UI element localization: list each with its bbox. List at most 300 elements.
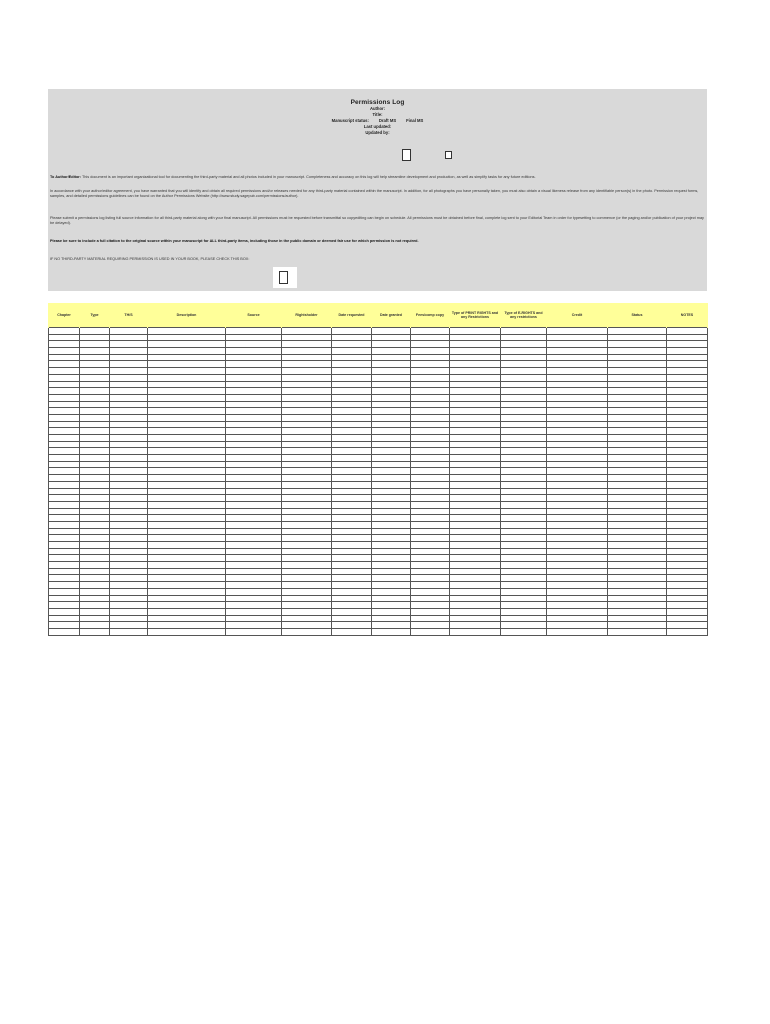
table-cell[interactable] (372, 414, 411, 421)
table-cell[interactable] (372, 608, 411, 615)
table-cell[interactable] (226, 555, 282, 562)
table-cell[interactable] (332, 328, 372, 335)
table-cell[interactable] (110, 568, 148, 575)
table-cell[interactable] (80, 401, 110, 408)
table-cell[interactable] (110, 421, 148, 428)
table-cell[interactable] (450, 374, 501, 381)
table-cell[interactable] (608, 555, 667, 562)
table-cell[interactable] (110, 388, 148, 395)
table-cell[interactable] (49, 495, 80, 502)
table-cell[interactable] (450, 388, 501, 395)
table-cell[interactable] (450, 435, 501, 442)
table-cell[interactable] (80, 521, 110, 528)
table-cell[interactable] (372, 548, 411, 555)
table-cell[interactable] (501, 521, 547, 528)
table-cell[interactable] (501, 428, 547, 435)
table-cell[interactable] (667, 568, 708, 575)
table-cell[interactable] (110, 468, 148, 475)
table-cell[interactable] (608, 441, 667, 448)
table-cell[interactable] (547, 582, 608, 589)
table-cell[interactable] (49, 421, 80, 428)
table-cell[interactable] (608, 414, 667, 421)
table-cell[interactable] (80, 341, 110, 348)
table-cell[interactable] (372, 475, 411, 482)
table-cell[interactable] (547, 435, 608, 442)
table-cell[interactable] (667, 368, 708, 375)
table-cell[interactable] (372, 515, 411, 522)
table-cell[interactable] (49, 488, 80, 495)
table-cell[interactable] (608, 428, 667, 435)
table-cell[interactable] (332, 468, 372, 475)
table-cell[interactable] (49, 608, 80, 615)
table-cell[interactable] (450, 448, 501, 455)
table-cell[interactable] (80, 428, 110, 435)
table-cell[interactable] (608, 615, 667, 622)
table-cell[interactable] (450, 381, 501, 388)
table-cell[interactable] (332, 568, 372, 575)
table-cell[interactable] (282, 388, 332, 395)
table-cell[interactable] (282, 455, 332, 462)
table-cell[interactable] (148, 441, 226, 448)
table-cell[interactable] (501, 461, 547, 468)
table-cell[interactable] (372, 388, 411, 395)
table-cell[interactable] (411, 568, 450, 575)
table-cell[interactable] (450, 361, 501, 368)
table-cell[interactable] (547, 595, 608, 602)
table-cell[interactable] (226, 595, 282, 602)
table-cell[interactable] (332, 615, 372, 622)
table-cell[interactable] (282, 394, 332, 401)
table-cell[interactable] (110, 588, 148, 595)
table-cell[interactable] (667, 381, 708, 388)
table-cell[interactable] (80, 421, 110, 428)
table-cell[interactable] (332, 374, 372, 381)
table-cell[interactable] (547, 508, 608, 515)
table-cell[interactable] (282, 361, 332, 368)
table-cell[interactable] (148, 495, 226, 502)
table-cell[interactable] (110, 448, 148, 455)
table-cell[interactable] (450, 461, 501, 468)
table-cell[interactable] (110, 628, 148, 635)
table-cell[interactable] (667, 461, 708, 468)
table-cell[interactable] (501, 535, 547, 542)
table-cell[interactable] (148, 542, 226, 549)
table-cell[interactable] (226, 495, 282, 502)
table-cell[interactable] (667, 595, 708, 602)
table-cell[interactable] (148, 334, 226, 341)
table-cell[interactable] (226, 515, 282, 522)
table-cell[interactable] (411, 475, 450, 482)
table-cell[interactable] (49, 468, 80, 475)
table-cell[interactable] (49, 628, 80, 635)
table-cell[interactable] (282, 542, 332, 549)
table-cell[interactable] (148, 481, 226, 488)
table-cell[interactable] (80, 501, 110, 508)
table-cell[interactable] (608, 328, 667, 335)
table-cell[interactable] (226, 501, 282, 508)
table-cell[interactable] (372, 508, 411, 515)
table-cell[interactable] (667, 602, 708, 609)
table-cell[interactable] (226, 548, 282, 555)
table-cell[interactable] (372, 535, 411, 542)
table-cell[interactable] (450, 542, 501, 549)
table-cell[interactable] (608, 435, 667, 442)
table-cell[interactable] (148, 354, 226, 361)
table-cell[interactable] (80, 575, 110, 582)
table-cell[interactable] (282, 421, 332, 428)
table-cell[interactable] (80, 468, 110, 475)
table-cell[interactable] (667, 401, 708, 408)
table-cell[interactable] (49, 475, 80, 482)
table-cell[interactable] (547, 628, 608, 635)
table-cell[interactable] (372, 501, 411, 508)
table-cell[interactable] (282, 341, 332, 348)
table-cell[interactable] (226, 328, 282, 335)
table-cell[interactable] (608, 582, 667, 589)
final-ms-checkbox[interactable] (445, 151, 452, 159)
table-cell[interactable] (332, 501, 372, 508)
table-cell[interactable] (282, 441, 332, 448)
table-cell[interactable] (450, 528, 501, 535)
table-cell[interactable] (80, 615, 110, 622)
table-cell[interactable] (226, 361, 282, 368)
table-cell[interactable] (667, 394, 708, 401)
table-cell[interactable] (372, 481, 411, 488)
table-cell[interactable] (332, 548, 372, 555)
table-cell[interactable] (667, 495, 708, 502)
table-cell[interactable] (226, 468, 282, 475)
table-cell[interactable] (547, 368, 608, 375)
table-cell[interactable] (608, 354, 667, 361)
table-cell[interactable] (110, 455, 148, 462)
table-cell[interactable] (110, 361, 148, 368)
table-cell[interactable] (501, 548, 547, 555)
table-cell[interactable] (148, 508, 226, 515)
table-cell[interactable] (608, 368, 667, 375)
table-cell[interactable] (110, 622, 148, 629)
table-cell[interactable] (148, 535, 226, 542)
table-cell[interactable] (148, 401, 226, 408)
table-cell[interactable] (49, 575, 80, 582)
table-cell[interactable] (148, 548, 226, 555)
table-cell[interactable] (450, 508, 501, 515)
table-cell[interactable] (148, 394, 226, 401)
table-cell[interactable] (608, 448, 667, 455)
table-cell[interactable] (411, 521, 450, 528)
table-cell[interactable] (372, 401, 411, 408)
table-cell[interactable] (372, 495, 411, 502)
table-cell[interactable] (226, 488, 282, 495)
table-cell[interactable] (450, 368, 501, 375)
table-cell[interactable] (372, 468, 411, 475)
table-cell[interactable] (80, 361, 110, 368)
table-cell[interactable] (282, 428, 332, 435)
table-cell[interactable] (110, 435, 148, 442)
table-cell[interactable] (80, 408, 110, 415)
table-cell[interactable] (148, 595, 226, 602)
table-cell[interactable] (49, 555, 80, 562)
table-cell[interactable] (450, 568, 501, 575)
table-cell[interactable] (226, 401, 282, 408)
table-cell[interactable] (501, 448, 547, 455)
table-cell[interactable] (282, 622, 332, 629)
table-cell[interactable] (332, 508, 372, 515)
table-cell[interactable] (608, 481, 667, 488)
table-cell[interactable] (148, 555, 226, 562)
table-cell[interactable] (226, 394, 282, 401)
table-cell[interactable] (411, 374, 450, 381)
table-cell[interactable] (547, 481, 608, 488)
table-cell[interactable] (547, 602, 608, 609)
table-cell[interactable] (332, 481, 372, 488)
table-cell[interactable] (226, 582, 282, 589)
table-cell[interactable] (547, 421, 608, 428)
table-cell[interactable] (226, 481, 282, 488)
table-cell[interactable] (148, 628, 226, 635)
table-cell[interactable] (608, 521, 667, 528)
table-cell[interactable] (148, 428, 226, 435)
table-cell[interactable] (332, 521, 372, 528)
table-cell[interactable] (49, 441, 80, 448)
table-cell[interactable] (411, 328, 450, 335)
table-cell[interactable] (501, 481, 547, 488)
table-cell[interactable] (372, 582, 411, 589)
table-cell[interactable] (49, 368, 80, 375)
table-cell[interactable] (332, 542, 372, 549)
table-cell[interactable] (148, 488, 226, 495)
table-cell[interactable] (608, 535, 667, 542)
table-cell[interactable] (667, 582, 708, 589)
table-cell[interactable] (501, 588, 547, 595)
table-cell[interactable] (547, 388, 608, 395)
table-cell[interactable] (608, 461, 667, 468)
table-cell[interactable] (148, 602, 226, 609)
table-cell[interactable] (667, 588, 708, 595)
table-cell[interactable] (547, 615, 608, 622)
table-cell[interactable] (608, 455, 667, 462)
table-cell[interactable] (501, 542, 547, 549)
table-cell[interactable] (372, 622, 411, 629)
table-cell[interactable] (372, 361, 411, 368)
table-cell[interactable] (501, 348, 547, 355)
table-cell[interactable] (226, 568, 282, 575)
table-cell[interactable] (450, 354, 501, 361)
table-cell[interactable] (49, 562, 80, 569)
table-cell[interactable] (80, 568, 110, 575)
table-cell[interactable] (667, 408, 708, 415)
table-cell[interactable] (667, 548, 708, 555)
table-cell[interactable] (332, 435, 372, 442)
table-cell[interactable] (547, 441, 608, 448)
table-cell[interactable] (332, 341, 372, 348)
table-cell[interactable] (667, 475, 708, 482)
table-cell[interactable] (148, 374, 226, 381)
table-cell[interactable] (80, 481, 110, 488)
table-cell[interactable] (450, 414, 501, 421)
table-cell[interactable] (411, 414, 450, 421)
table-cell[interactable] (148, 388, 226, 395)
table-cell[interactable] (226, 408, 282, 415)
table-cell[interactable] (282, 348, 332, 355)
table-cell[interactable] (282, 568, 332, 575)
table-cell[interactable] (80, 508, 110, 515)
table-cell[interactable] (667, 501, 708, 508)
table-cell[interactable] (450, 328, 501, 335)
table-cell[interactable] (282, 381, 332, 388)
table-cell[interactable] (501, 441, 547, 448)
table-cell[interactable] (608, 562, 667, 569)
table-cell[interactable] (282, 334, 332, 341)
table-cell[interactable] (608, 595, 667, 602)
table-cell[interactable] (110, 354, 148, 361)
table-cell[interactable] (667, 328, 708, 335)
table-cell[interactable] (110, 608, 148, 615)
table-cell[interactable] (608, 475, 667, 482)
table-cell[interactable] (148, 468, 226, 475)
table-cell[interactable] (80, 328, 110, 335)
table-cell[interactable] (501, 408, 547, 415)
table-cell[interactable] (450, 394, 501, 401)
table-cell[interactable] (667, 515, 708, 522)
table-cell[interactable] (372, 562, 411, 569)
table-cell[interactable] (282, 488, 332, 495)
table-cell[interactable] (547, 374, 608, 381)
table-cell[interactable] (110, 441, 148, 448)
table-cell[interactable] (450, 421, 501, 428)
table-cell[interactable] (282, 555, 332, 562)
table-cell[interactable] (332, 408, 372, 415)
table-cell[interactable] (282, 468, 332, 475)
table-cell[interactable] (608, 528, 667, 535)
table-cell[interactable] (411, 361, 450, 368)
table-cell[interactable] (501, 562, 547, 569)
table-cell[interactable] (501, 475, 547, 482)
table-cell[interactable] (80, 515, 110, 522)
table-cell[interactable] (547, 328, 608, 335)
table-cell[interactable] (547, 361, 608, 368)
table-cell[interactable] (608, 568, 667, 575)
table-cell[interactable] (226, 368, 282, 375)
table-cell[interactable] (411, 608, 450, 615)
table-cell[interactable] (411, 388, 450, 395)
table-cell[interactable] (667, 341, 708, 348)
table-cell[interactable] (411, 394, 450, 401)
table-cell[interactable] (80, 528, 110, 535)
table-cell[interactable] (282, 435, 332, 442)
table-cell[interactable] (282, 414, 332, 421)
table-cell[interactable] (282, 588, 332, 595)
table-cell[interactable] (80, 381, 110, 388)
table-cell[interactable] (411, 622, 450, 629)
table-cell[interactable] (110, 508, 148, 515)
table-cell[interactable] (332, 495, 372, 502)
table-cell[interactable] (547, 568, 608, 575)
table-cell[interactable] (332, 588, 372, 595)
table-cell[interactable] (80, 588, 110, 595)
table-cell[interactable] (110, 408, 148, 415)
table-cell[interactable] (501, 495, 547, 502)
no-third-party-checkbox[interactable] (279, 271, 288, 284)
table-cell[interactable] (282, 368, 332, 375)
table-cell[interactable] (608, 501, 667, 508)
table-cell[interactable] (148, 622, 226, 629)
table-cell[interactable] (332, 535, 372, 542)
table-cell[interactable] (226, 455, 282, 462)
table-cell[interactable] (282, 521, 332, 528)
table-cell[interactable] (411, 334, 450, 341)
table-cell[interactable] (226, 535, 282, 542)
table-cell[interactable] (49, 394, 80, 401)
table-cell[interactable] (411, 461, 450, 468)
table-cell[interactable] (282, 408, 332, 415)
table-cell[interactable] (332, 455, 372, 462)
table-cell[interactable] (450, 535, 501, 542)
table-cell[interactable] (608, 495, 667, 502)
table-cell[interactable] (372, 341, 411, 348)
table-cell[interactable] (372, 448, 411, 455)
table-cell[interactable] (372, 334, 411, 341)
table-cell[interactable] (148, 475, 226, 482)
table-cell[interactable] (501, 328, 547, 335)
table-cell[interactable] (667, 361, 708, 368)
table-cell[interactable] (667, 334, 708, 341)
table-cell[interactable] (547, 515, 608, 522)
table-cell[interactable] (226, 414, 282, 421)
table-cell[interactable] (110, 341, 148, 348)
table-cell[interactable] (411, 435, 450, 442)
table-cell[interactable] (80, 535, 110, 542)
table-cell[interactable] (80, 455, 110, 462)
table-cell[interactable] (372, 435, 411, 442)
table-cell[interactable] (282, 535, 332, 542)
table-cell[interactable] (110, 428, 148, 435)
table-cell[interactable] (372, 394, 411, 401)
table-cell[interactable] (411, 488, 450, 495)
table-cell[interactable] (547, 575, 608, 582)
table-cell[interactable] (547, 542, 608, 549)
table-cell[interactable] (501, 622, 547, 629)
table-cell[interactable] (450, 481, 501, 488)
table-cell[interactable] (148, 381, 226, 388)
table-cell[interactable] (501, 488, 547, 495)
table-cell[interactable] (411, 448, 450, 455)
table-cell[interactable] (80, 488, 110, 495)
table-cell[interactable] (226, 608, 282, 615)
table-cell[interactable] (608, 341, 667, 348)
table-cell[interactable] (450, 401, 501, 408)
table-cell[interactable] (411, 421, 450, 428)
table-cell[interactable] (411, 481, 450, 488)
table-cell[interactable] (49, 428, 80, 435)
table-cell[interactable] (80, 595, 110, 602)
table-cell[interactable] (501, 435, 547, 442)
table-cell[interactable] (372, 421, 411, 428)
table-cell[interactable] (332, 575, 372, 582)
table-cell[interactable] (450, 475, 501, 482)
table-cell[interactable] (226, 615, 282, 622)
table-cell[interactable] (110, 575, 148, 582)
table-cell[interactable] (226, 421, 282, 428)
table-cell[interactable] (501, 602, 547, 609)
table-cell[interactable] (501, 555, 547, 562)
table-cell[interactable] (608, 408, 667, 415)
table-cell[interactable] (608, 488, 667, 495)
table-cell[interactable] (608, 548, 667, 555)
table-cell[interactable] (49, 461, 80, 468)
table-cell[interactable] (450, 562, 501, 569)
table-cell[interactable] (501, 361, 547, 368)
table-cell[interactable] (80, 475, 110, 482)
